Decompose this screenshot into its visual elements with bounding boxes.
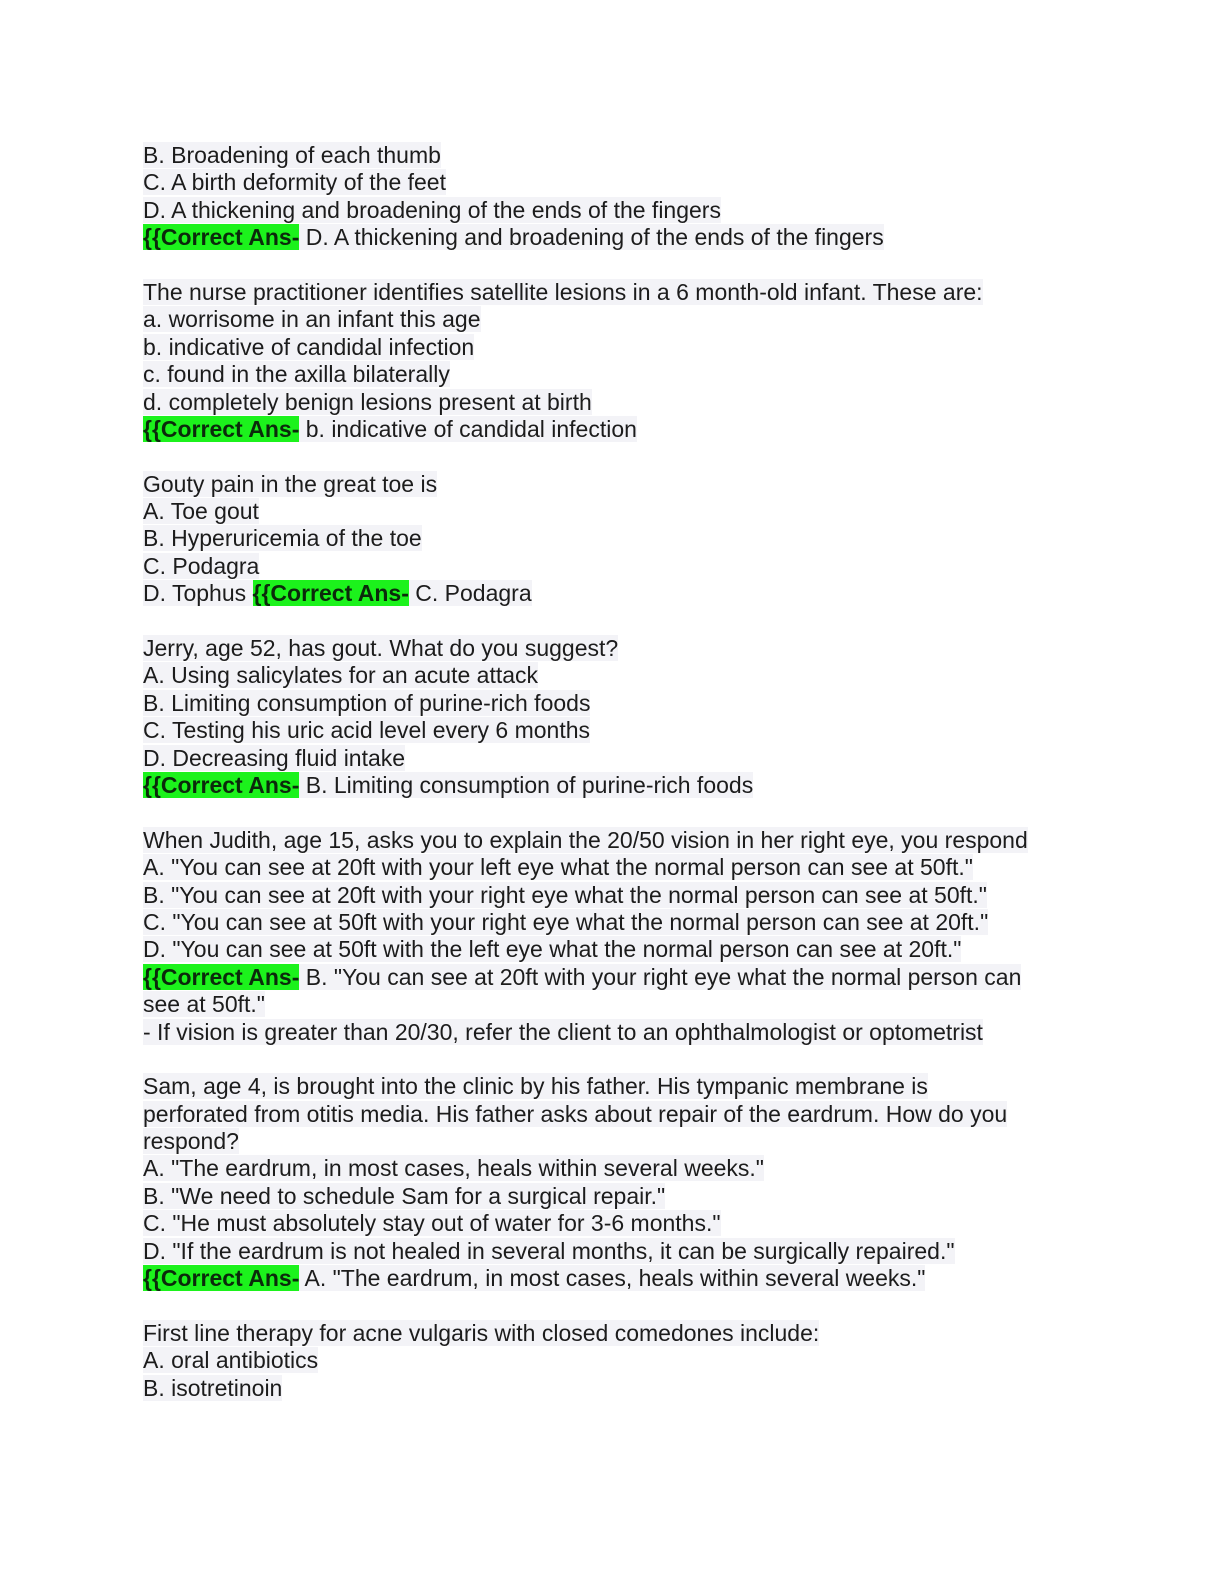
answer-line [143, 964, 1083, 991]
line-text: a. worrisome in an infant this age [143, 306, 481, 333]
text-line [143, 142, 1083, 169]
text-line [143, 882, 1083, 909]
line-text: D. "If the eardrum is not healed in several months, it can be surgically repaired." [143, 1237, 955, 1264]
block-spacer [143, 252, 1083, 279]
line-text: see at 50ft." [143, 991, 265, 1018]
line-text: A. Using salicylates for an acute attack [143, 662, 539, 689]
text-line [143, 553, 1083, 580]
correct-answer-tag: {{Correct Ans- [143, 224, 300, 251]
answer-line [143, 416, 1083, 443]
text-line [143, 690, 1083, 717]
text-line [143, 1019, 1083, 1046]
question-block [143, 279, 1083, 443]
answer-text: C. Podagra [408, 580, 532, 607]
text-line [143, 334, 1083, 361]
line-text: Sam, age 4, is brought into the clinic by his father. His tympanic membrane is [143, 1073, 928, 1100]
block-spacer [143, 443, 1083, 470]
block-spacer [143, 608, 1083, 635]
line-text: B. "You can see at 20ft with your right eye what the normal person can see at 50ft." [143, 881, 987, 908]
text-line [143, 1183, 1083, 1210]
line-text: d. completely benign lesions present at birth [143, 388, 592, 415]
text-line [143, 1128, 1083, 1155]
line-text: Jerry, age 52, has gout. What do you suggest? [143, 635, 619, 662]
answer-text: A. "The eardrum, in most cases, heals within several weeks." [299, 1265, 926, 1292]
line-text: D. A thickening and broadening of the ends of the fingers [143, 196, 721, 223]
text-line [143, 279, 1083, 306]
line-text: When Judith, age 15, asks you to explain the 20/50 vision in her right eye, you respond [143, 826, 1028, 853]
line-text: C. Podagra [143, 552, 260, 579]
text-line [143, 169, 1083, 196]
text-line [143, 909, 1083, 936]
text-line [143, 197, 1083, 224]
answer-text: D. A thickening and broadening of the ends of the fingers [299, 224, 884, 251]
text-line [143, 1210, 1083, 1237]
text-line [143, 745, 1083, 772]
text-line [143, 471, 1083, 498]
line-text: C. Testing his uric acid level every 6 months [143, 717, 590, 744]
text-line [143, 827, 1083, 854]
line-text: c. found in the axilla bilaterally [143, 361, 450, 388]
line-text: B. isotretinoin [143, 1374, 283, 1401]
line-text: B. Broadening of each thumb [143, 142, 441, 168]
question-block [143, 142, 1083, 252]
line-text: A. "The eardrum, in most cases, heals within several weeks." [143, 1155, 764, 1182]
line-text: C. "He must absolutely stay out of water for 3-6 months." [143, 1210, 721, 1237]
text-line [143, 1073, 1083, 1100]
text-line [143, 525, 1083, 552]
block-spacer [143, 1292, 1083, 1319]
correct-answer-tag: {{Correct Ans- [143, 415, 300, 442]
line-text: - If vision is greater than 20/30, refer the client to an ophthalmologist or optometrist [143, 1018, 983, 1045]
line-text: respond? [143, 1128, 239, 1155]
question-block [143, 1073, 1083, 1292]
answer-line [143, 772, 1083, 799]
line-text: D. Decreasing fluid intake [143, 744, 406, 771]
text-line [143, 1101, 1083, 1128]
answer-text: b. indicative of candidal infection [299, 415, 637, 442]
text-line [143, 361, 1083, 388]
correct-answer-tag: {{Correct Ans- [143, 963, 300, 990]
line-text: perforated from otitis media. His father asks about repair of the eardrum. How do you [143, 1100, 1008, 1127]
option-text: D. Tophus [143, 580, 253, 607]
text-line [143, 1375, 1083, 1402]
line-text: C. "You can see at 50ft with your right eye what the normal person can see at 20ft." [143, 908, 989, 935]
answer-text: B. Limiting consumption of purine-rich foods [299, 771, 754, 798]
answer-line [143, 580, 1083, 607]
text-line [143, 635, 1083, 662]
block-spacer [143, 799, 1083, 826]
text-line [143, 936, 1083, 963]
text-line [143, 1320, 1083, 1347]
line-text: First line therapy for acne vulgaris with closed comedones include: [143, 1319, 820, 1346]
line-text: B. Hyperuricemia of the toe [143, 525, 422, 552]
text-line [143, 991, 1083, 1018]
block-spacer [143, 1046, 1083, 1073]
text-line [143, 1155, 1083, 1182]
text-line [143, 717, 1083, 744]
text-line [143, 854, 1083, 881]
text-line [143, 1238, 1083, 1265]
correct-answer-tag: {{Correct Ans- [252, 580, 409, 607]
line-text: A. Toe gout [143, 498, 259, 525]
text-line [143, 306, 1083, 333]
correct-answer-tag: {{Correct Ans- [143, 1265, 300, 1292]
answer-text: B. "You can see at 20ft with your right eye what the normal person can [299, 963, 1022, 990]
line-text: A. "You can see at 20ft with your left eye what the normal person can see at 50ft." [143, 854, 973, 881]
line-text: Gouty pain in the great toe is [143, 470, 438, 497]
question-block [143, 471, 1083, 608]
answer-line [143, 1265, 1083, 1292]
text-line [143, 1347, 1083, 1374]
question-block [143, 827, 1083, 1046]
answer-line [143, 224, 1083, 251]
line-text: A. oral antibiotics [143, 1347, 319, 1374]
line-text: B. "We need to schedule Sam for a surgical repair." [143, 1182, 666, 1209]
text-line [143, 662, 1083, 689]
document-page [143, 142, 1083, 1402]
line-text: b. indicative of candidal infection [143, 333, 475, 360]
question-block [143, 635, 1083, 799]
question-block [143, 1320, 1083, 1402]
correct-answer-tag: {{Correct Ans- [143, 771, 300, 798]
text-line [143, 389, 1083, 416]
line-text: B. Limiting consumption of purine-rich foods [143, 689, 591, 716]
line-text: The nurse practitioner identifies satellite lesions in a 6 month-old infant. These are: [143, 278, 983, 305]
text-line [143, 498, 1083, 525]
line-text: C. A birth deformity of the feet [143, 169, 446, 196]
line-text: D. "You can see at 50ft with the left eye what the normal person can see at 20ft." [143, 936, 962, 963]
